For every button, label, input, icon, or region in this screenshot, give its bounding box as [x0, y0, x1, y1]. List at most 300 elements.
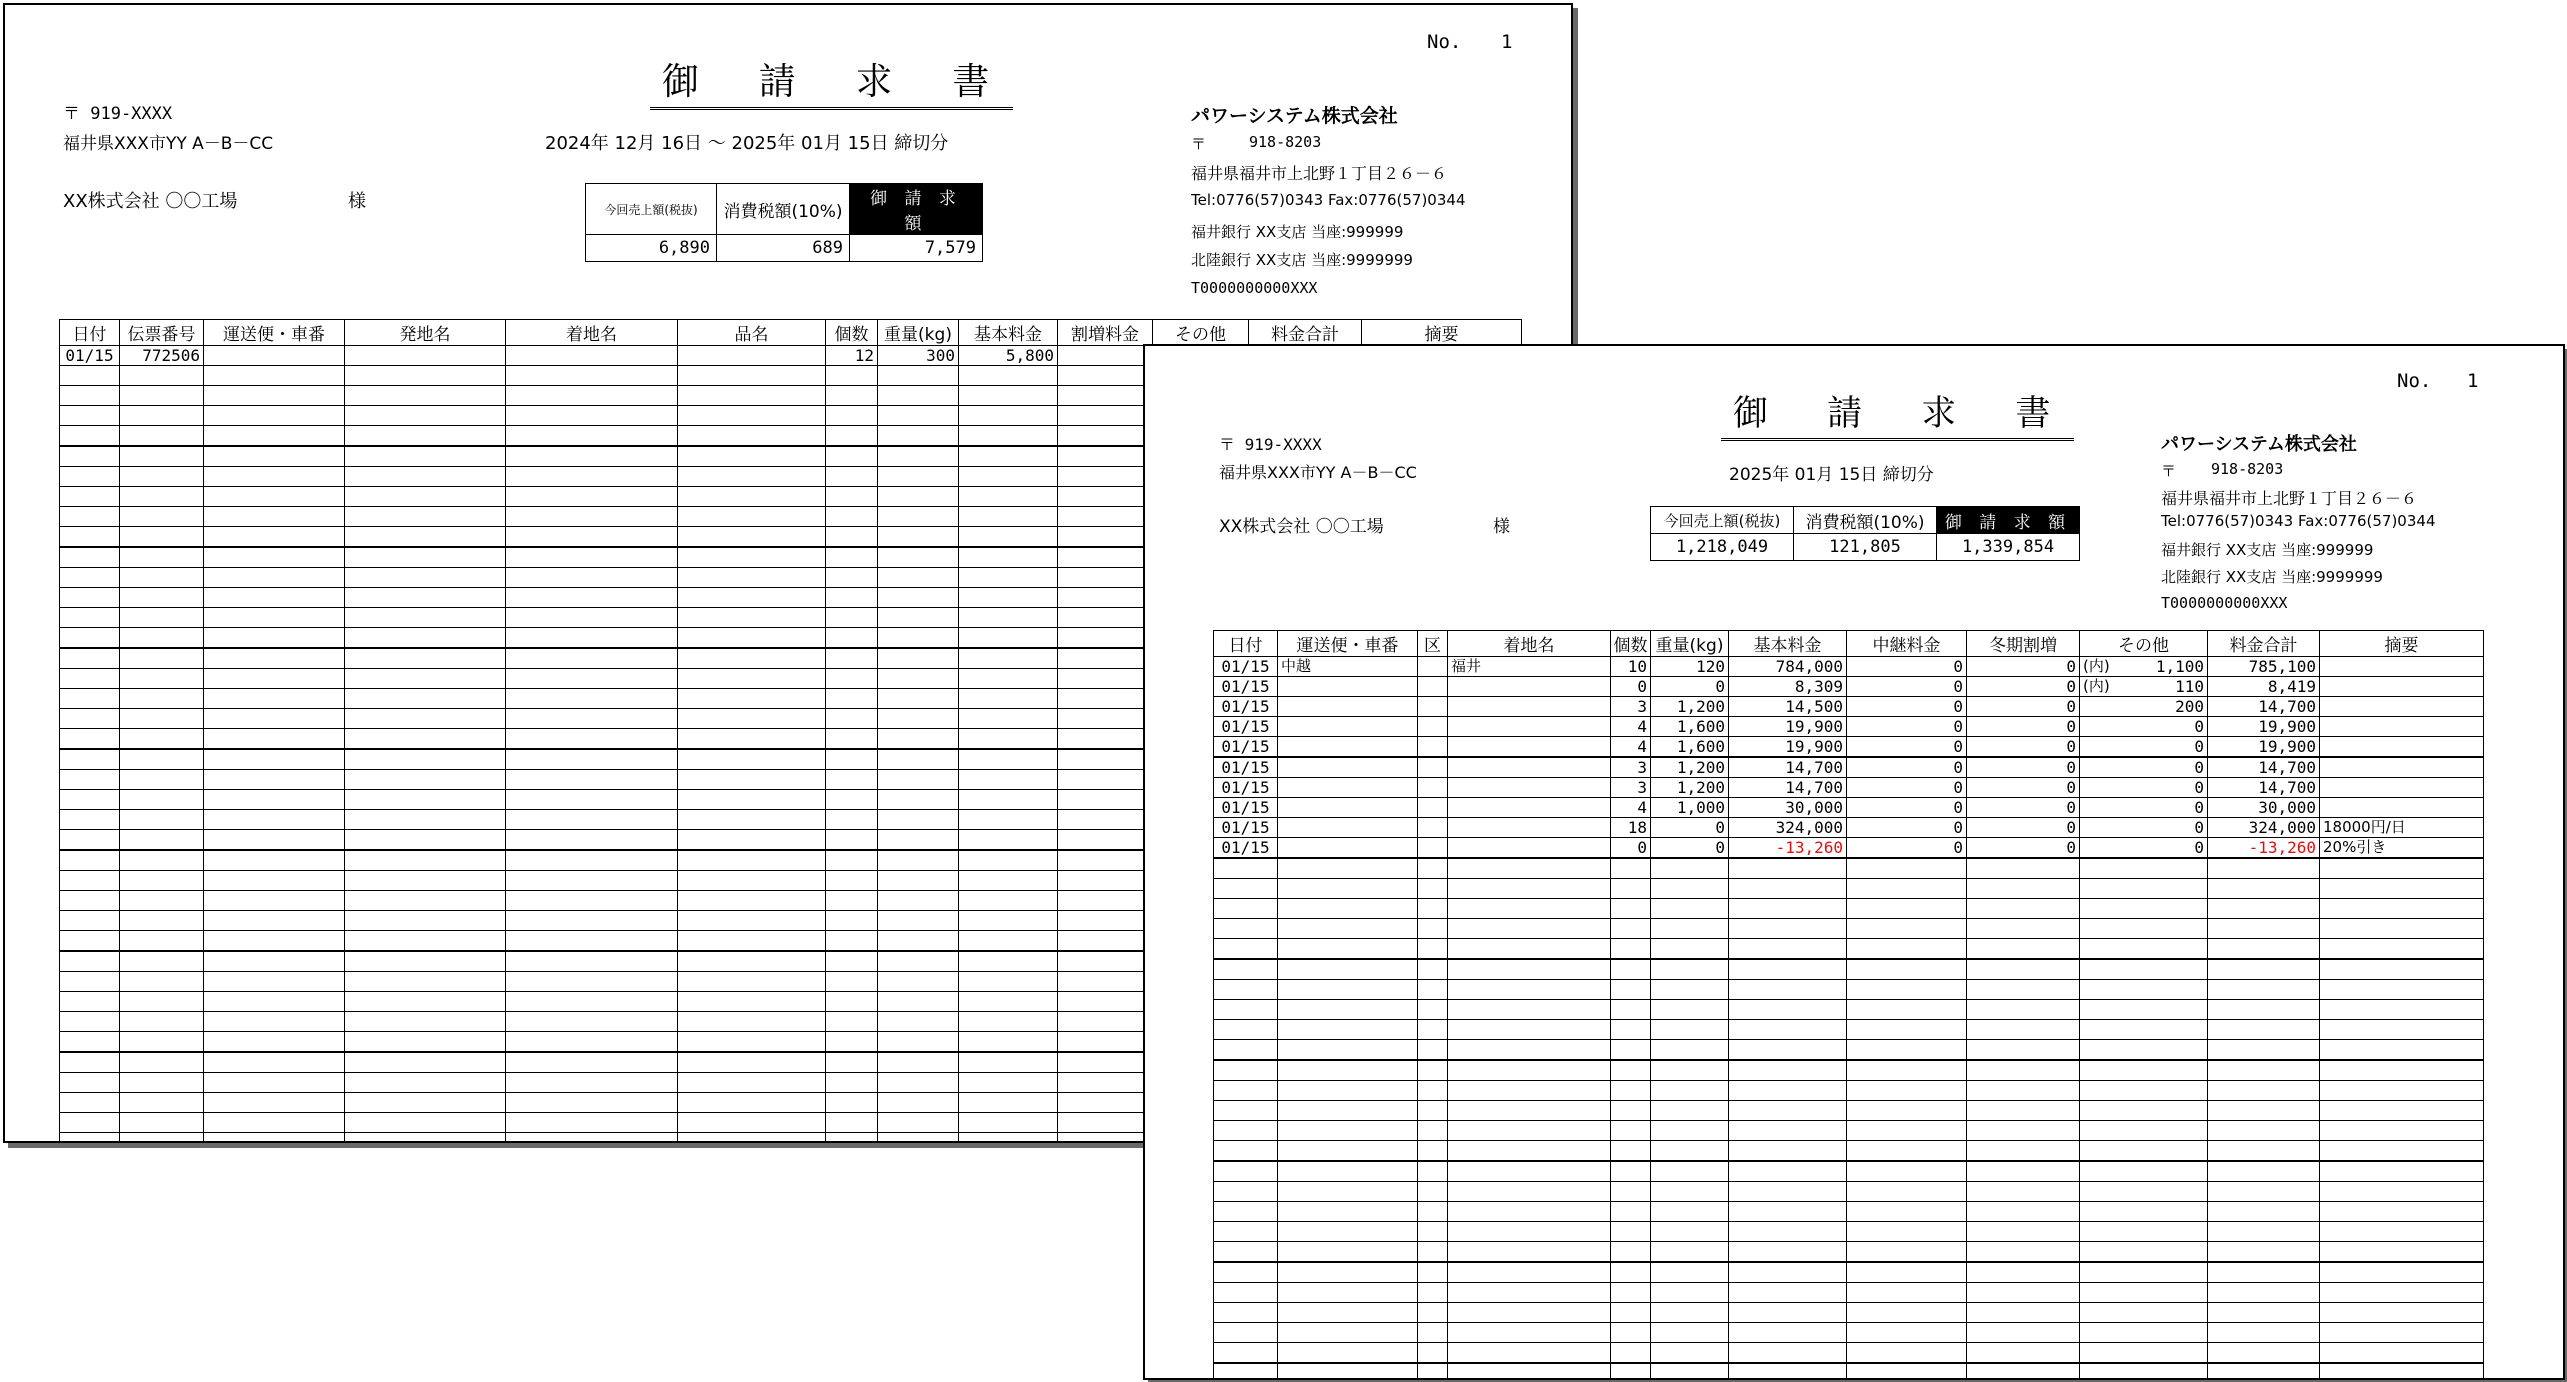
table-cell [1847, 1303, 1967, 1323]
table-cell [1611, 1323, 1651, 1343]
table-cell [1847, 1323, 1967, 1343]
table-cell [878, 911, 959, 931]
table-cell [1278, 757, 1418, 778]
table-cell [2080, 1343, 2122, 1364]
table-cell [826, 810, 878, 830]
table-cell [959, 1073, 1058, 1093]
table-cell [826, 366, 878, 386]
table-cell [959, 972, 1058, 992]
table-cell [2080, 697, 2122, 717]
table-cell [1418, 1242, 1448, 1263]
table-row [1214, 1000, 2484, 1020]
table-cell [1278, 778, 1418, 798]
table-cell [959, 467, 1058, 487]
table-cell [959, 1012, 1058, 1032]
table-row [1214, 858, 2484, 879]
table-cell [506, 446, 678, 467]
table-cell [1214, 1182, 1278, 1202]
customer-address: 福井県XXX市YY A－B－CC [1219, 463, 1417, 482]
table-cell [1967, 879, 2080, 899]
table-cell [1729, 899, 1847, 919]
table-cell [1418, 899, 1448, 919]
table-cell [345, 628, 506, 649]
table-cell [2122, 1020, 2208, 1040]
table-cell [1611, 899, 1651, 919]
table-cell [678, 891, 826, 911]
table-cell [1448, 838, 1611, 859]
table-cell [60, 992, 120, 1012]
table-cell [1058, 1052, 1153, 1073]
company-address: 福井県福井市上北野１丁目２６－６ [1191, 164, 1448, 183]
table-cell [506, 850, 678, 871]
table-cell [826, 669, 878, 689]
table-cell [2320, 1000, 2484, 1020]
table-cell [506, 972, 678, 992]
table-cell [1214, 1060, 1278, 1081]
table-cell [1448, 1020, 1611, 1040]
column-header: 基本料金 [1729, 631, 1847, 657]
table-cell [2320, 1040, 2484, 1061]
table-cell [1278, 1060, 1418, 1081]
table-cell [2122, 1242, 2208, 1263]
table-cell [60, 507, 120, 527]
table-cell: 01/15 [1214, 778, 1278, 798]
table-cell [1651, 1303, 1729, 1323]
table-cell [959, 648, 1058, 669]
table-cell [826, 770, 878, 790]
table-cell [959, 608, 1058, 628]
table-cell [678, 729, 826, 750]
table-cell [345, 1012, 506, 1032]
table-cell [878, 527, 959, 548]
table-cell [1847, 939, 1967, 960]
table-cell [204, 346, 345, 366]
table-cell [1058, 426, 1153, 447]
table-cell [678, 406, 826, 426]
table-cell [826, 830, 878, 851]
table-cell [959, 588, 1058, 608]
table-cell [345, 568, 506, 588]
table-cell [1448, 1222, 1611, 1242]
table-cell: 785,100 [2208, 657, 2320, 677]
table-cell: 0 [1611, 677, 1651, 697]
table-cell [1847, 1363, 1967, 1380]
table-cell [1729, 939, 1847, 960]
table-cell [1847, 1182, 1967, 1202]
table-cell [1729, 1283, 1847, 1303]
table-cell [204, 830, 345, 851]
table-cell [506, 810, 678, 830]
table-cell [1967, 1121, 2080, 1141]
table-cell [120, 1012, 204, 1032]
table-cell: 01/15 [1214, 677, 1278, 697]
table-cell [1418, 1161, 1448, 1182]
table-cell [506, 749, 678, 770]
table-cell [1058, 527, 1153, 548]
table-cell [959, 891, 1058, 911]
table-cell [2208, 1182, 2320, 1202]
table-cell [1967, 1343, 2080, 1364]
table-cell [1418, 1363, 1448, 1380]
table-cell [2208, 1262, 2320, 1283]
table-cell [60, 770, 120, 790]
table-cell [1729, 1222, 1847, 1242]
table-cell [1214, 1283, 1278, 1303]
table-cell [345, 507, 506, 527]
table-cell [60, 1113, 120, 1133]
table-cell [959, 1032, 1058, 1053]
table-cell [2080, 838, 2122, 859]
table-cell [60, 588, 120, 608]
table-cell [120, 608, 204, 628]
table-cell [120, 871, 204, 891]
table-cell: 772506 [120, 346, 204, 366]
table-cell [2080, 1040, 2122, 1061]
table-cell [345, 992, 506, 1012]
table-cell [878, 467, 959, 487]
column-header: その他 [2080, 631, 2208, 657]
table-cell: 3 [1611, 778, 1651, 798]
table-cell [345, 689, 506, 709]
table-cell [345, 850, 506, 871]
table-cell [506, 527, 678, 548]
table-cell [1214, 1343, 1278, 1364]
table-cell [1448, 858, 1611, 879]
table-cell [1448, 980, 1611, 1000]
table-cell [120, 487, 204, 507]
table-cell [878, 507, 959, 527]
table-cell: 3 [1611, 757, 1651, 778]
table-cell [678, 850, 826, 871]
table-cell [1967, 1161, 2080, 1182]
table-cell [120, 709, 204, 729]
table-cell [678, 689, 826, 709]
table-cell [1058, 1073, 1153, 1093]
table-cell: 1,200 [1651, 757, 1729, 778]
table-cell [878, 386, 959, 406]
table-cell [345, 467, 506, 487]
summary-label-sales: 今回売上額(税抜) [586, 184, 717, 235]
table-cell: -13,260 [2208, 838, 2320, 859]
table-cell [345, 911, 506, 931]
table-cell [60, 709, 120, 729]
table-cell [1651, 858, 1729, 879]
table-cell [345, 366, 506, 386]
table-cell [345, 749, 506, 770]
table-cell [1448, 959, 1611, 980]
table-cell: 14,700 [2208, 778, 2320, 798]
table-cell [1967, 959, 2080, 980]
table-row [1214, 1323, 2484, 1343]
table-cell [2122, 1222, 2208, 1242]
table-cell [878, 1113, 959, 1133]
table-cell [60, 931, 120, 952]
table-cell: 0 [1967, 818, 2080, 838]
table-cell [2208, 959, 2320, 980]
table-cell [959, 770, 1058, 790]
table-cell [1278, 677, 1418, 697]
table-cell [204, 527, 345, 548]
table-cell [678, 1052, 826, 1073]
table-cell [678, 487, 826, 507]
table-cell: 0 [2122, 778, 2208, 798]
table-cell [826, 406, 878, 426]
table-cell [204, 810, 345, 830]
column-header: 摘要 [1362, 320, 1522, 346]
table-cell [826, 871, 878, 891]
table-cell [506, 1133, 678, 1144]
table-cell [1214, 1141, 1278, 1162]
table-cell: 8,309 [1729, 677, 1847, 697]
table-cell [506, 406, 678, 426]
table-cell [2320, 1343, 2484, 1364]
table-cell [1418, 1182, 1448, 1202]
table-cell [120, 850, 204, 871]
table-cell [120, 951, 204, 972]
summary-label-sales: 今回売上額(税抜) [1651, 507, 1794, 534]
table-cell [204, 1012, 345, 1032]
table-cell: 0 [1651, 818, 1729, 838]
company-name: パワーシステム株式会社 [2161, 434, 2357, 455]
table-cell [2208, 1323, 2320, 1343]
column-header: 品名 [678, 320, 826, 346]
table-cell [1611, 1182, 1651, 1202]
table-cell [1651, 1101, 1729, 1121]
table-cell [1967, 1262, 2080, 1283]
table-cell [120, 992, 204, 1012]
table-cell [1611, 1262, 1651, 1283]
table-cell [60, 1012, 120, 1032]
table-cell [1418, 959, 1448, 980]
table-cell [204, 790, 345, 810]
table-cell: 0 [1847, 737, 1967, 758]
table-cell: 19,900 [1729, 737, 1847, 758]
table-cell [345, 891, 506, 911]
table-cell [120, 749, 204, 770]
table-cell [1214, 1363, 1278, 1380]
table-cell [2080, 1101, 2122, 1121]
table-row [1214, 737, 2484, 758]
table-cell [345, 1052, 506, 1073]
table-cell [60, 1073, 120, 1093]
table-cell: 14,500 [1729, 697, 1847, 717]
column-header: 運送便・車番 [204, 320, 345, 346]
table-cell [345, 446, 506, 467]
table-cell [678, 1012, 826, 1032]
table-cell [1214, 1222, 1278, 1242]
table-row [1214, 1121, 2484, 1141]
table-row [1214, 677, 2484, 697]
table-cell [2122, 1182, 2208, 1202]
table-cell: 10 [1611, 657, 1651, 677]
table-cell [204, 709, 345, 729]
table-cell [1058, 1113, 1153, 1133]
table-cell [1611, 879, 1651, 899]
table-row [1214, 1040, 2484, 1061]
table-cell [1448, 1161, 1611, 1182]
table-cell [1651, 1000, 1729, 1020]
table-cell [120, 689, 204, 709]
table-cell [678, 628, 826, 649]
table-cell [878, 446, 959, 467]
table-cell [1651, 899, 1729, 919]
table-cell [204, 648, 345, 669]
table-cell: 0 [1847, 677, 1967, 697]
table-cell [345, 1073, 506, 1093]
table-cell [1967, 899, 2080, 919]
table-cell [826, 790, 878, 810]
table-cell [1967, 1323, 2080, 1343]
table-cell [204, 992, 345, 1012]
table-cell [2320, 980, 2484, 1000]
table-cell [120, 507, 204, 527]
table-cell: 200 [2122, 697, 2208, 717]
company-postal: 918-8203 [1249, 133, 1322, 151]
customer-postal: 〒 919-XXXX [1219, 435, 1322, 454]
table-cell [60, 891, 120, 911]
table-cell [2320, 1101, 2484, 1121]
table-cell [1278, 1303, 1418, 1323]
table-cell [2122, 980, 2208, 1000]
table-cell [1448, 1202, 1611, 1222]
table-cell [1058, 931, 1153, 952]
table-cell [506, 568, 678, 588]
table-cell [60, 790, 120, 810]
table-cell [1651, 959, 1729, 980]
table-cell: 0 [2122, 717, 2208, 737]
table-cell: 324,000 [2208, 818, 2320, 838]
table-cell [120, 830, 204, 851]
table-cell [1058, 346, 1153, 366]
invoice-title: 御 請 求 書 [1721, 386, 2074, 441]
table-cell [506, 547, 678, 568]
table-row [1214, 1081, 2484, 1101]
table-cell [878, 669, 959, 689]
table-cell [878, 1052, 959, 1073]
table-cell [678, 588, 826, 608]
table-cell [2080, 1222, 2122, 1242]
table-cell [1418, 818, 1448, 838]
table-cell [1729, 1081, 1847, 1101]
table-cell [1058, 770, 1153, 790]
table-cell [1847, 919, 1967, 939]
table-cell [1729, 1242, 1847, 1263]
table-cell [120, 547, 204, 568]
table-cell [1058, 790, 1153, 810]
table-cell [2122, 1363, 2208, 1380]
table-cell: 0 [1847, 838, 1967, 859]
table-cell [678, 770, 826, 790]
table-cell [959, 1133, 1058, 1144]
table-cell [345, 608, 506, 628]
page-number: 1 [2467, 370, 2479, 392]
table-cell [1651, 939, 1729, 960]
table-cell [120, 1133, 204, 1144]
table-cell [204, 467, 345, 487]
table-cell [959, 1093, 1058, 1113]
table-cell [959, 951, 1058, 972]
table-row [1214, 838, 2484, 859]
table-cell [678, 790, 826, 810]
table-cell [1847, 1202, 1967, 1222]
table-cell [1611, 1141, 1651, 1162]
table-cell: 324,000 [1729, 818, 1847, 838]
table-cell [1448, 1121, 1611, 1141]
table-cell [1418, 1202, 1448, 1222]
table-cell [60, 729, 120, 750]
table-cell [678, 366, 826, 386]
table-cell [2080, 1262, 2122, 1283]
table-cell [1058, 588, 1153, 608]
table-cell: 0 [1847, 818, 1967, 838]
table-cell [1651, 1060, 1729, 1081]
table-cell [1729, 1020, 1847, 1040]
table-cell [506, 1032, 678, 1053]
table-cell [678, 467, 826, 487]
table-row [1214, 1262, 2484, 1283]
table-cell [1278, 1020, 1418, 1040]
table-cell [345, 810, 506, 830]
table-cell [678, 446, 826, 467]
table-cell [2208, 1343, 2320, 1364]
table-cell [1058, 467, 1153, 487]
table-cell [506, 1113, 678, 1133]
table-cell [506, 992, 678, 1012]
table-cell: 01/15 [1214, 717, 1278, 737]
table-cell [959, 992, 1058, 1012]
table-cell [2122, 879, 2208, 899]
table-cell [2208, 1081, 2320, 1101]
table-cell: 0 [1967, 798, 2080, 818]
table-cell [959, 386, 1058, 406]
table-cell [2080, 798, 2122, 818]
table-cell [204, 951, 345, 972]
table-cell [1418, 919, 1448, 939]
table-cell [60, 527, 120, 548]
table-cell [1729, 1161, 1847, 1182]
table-row [1214, 1141, 2484, 1162]
table-row [1214, 1161, 2484, 1182]
table-cell [959, 850, 1058, 871]
table-cell [878, 992, 959, 1012]
table-cell: 0 [2122, 737, 2208, 758]
table-cell [345, 527, 506, 548]
table-cell [878, 568, 959, 588]
table-cell [678, 527, 826, 548]
table-cell [1214, 919, 1278, 939]
table-cell [2208, 939, 2320, 960]
table-cell [678, 648, 826, 669]
table-cell [1967, 1283, 2080, 1303]
table-cell [2320, 1303, 2484, 1323]
table-cell [506, 608, 678, 628]
table-cell [120, 729, 204, 750]
table-cell [120, 1113, 204, 1133]
table-row [1214, 980, 2484, 1000]
table-cell [1214, 1303, 1278, 1323]
table-cell [2320, 879, 2484, 899]
table-cell [2320, 1161, 2484, 1182]
table-cell [878, 749, 959, 770]
table-cell [1418, 1000, 1448, 1020]
table-cell [60, 871, 120, 891]
table-cell [2080, 1121, 2122, 1141]
table-cell [826, 648, 878, 669]
table-row [1214, 1363, 2484, 1380]
table-cell [959, 830, 1058, 851]
table-cell [1058, 366, 1153, 386]
table-cell [1729, 858, 1847, 879]
